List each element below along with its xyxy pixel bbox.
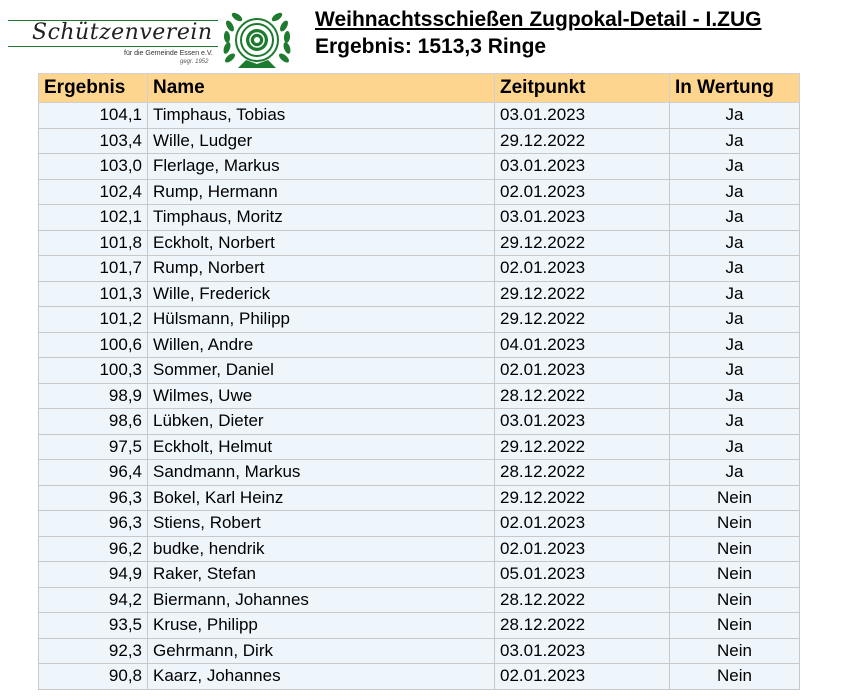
cell-name: Sandmann, Markus: [148, 460, 495, 486]
table-row: [39, 409, 800, 435]
cell-counted: Ja: [670, 332, 800, 358]
table-row: [39, 511, 800, 537]
cell-name: Biermann, Johannes: [148, 587, 495, 613]
table-row: [39, 434, 800, 460]
cell-counted: Nein: [670, 562, 800, 588]
cell-name: Wilmes, Uwe: [148, 383, 495, 409]
cell-result: 100,3: [39, 358, 148, 384]
cell-date: 29.12.2022: [495, 434, 670, 460]
cell-date: 29.12.2022: [495, 307, 670, 333]
cell-counted: Ja: [670, 434, 800, 460]
cell-result: 103,0: [39, 154, 148, 180]
cell-name: Timphaus, Tobias: [148, 103, 495, 129]
results-table: [38, 73, 800, 690]
cell-counted: Nein: [670, 536, 800, 562]
cell-result: 92,3: [39, 638, 148, 664]
table-row: [39, 383, 800, 409]
cell-name: Raker, Stefan: [148, 562, 495, 588]
cell-result: 90,8: [39, 664, 148, 690]
cell-result: 101,7: [39, 256, 148, 282]
cell-result: 101,3: [39, 281, 148, 307]
cell-date: 03.01.2023: [495, 205, 670, 231]
club-logo: [8, 6, 298, 70]
logo-rule-bottom: [8, 46, 218, 47]
table-row: [39, 307, 800, 333]
cell-name: Willen, Andre: [148, 332, 495, 358]
table-row: [39, 103, 800, 129]
target-wreath-icon: [220, 6, 294, 72]
column-header-zeitpunkt: Zeitpunkt: [495, 74, 670, 103]
cell-name: budke, hendrik: [148, 536, 495, 562]
cell-name: Flerlage, Markus: [148, 154, 495, 180]
table-row: [39, 358, 800, 384]
table-row: [39, 154, 800, 180]
cell-counted: Nein: [670, 485, 800, 511]
cell-counted: Nein: [670, 511, 800, 537]
table-row: [39, 332, 800, 358]
cell-counted: Ja: [670, 460, 800, 486]
cell-result: 103,4: [39, 128, 148, 154]
cell-date: 28.12.2022: [495, 383, 670, 409]
cell-name: Bokel, Karl Heinz: [148, 485, 495, 511]
table-row: [39, 205, 800, 231]
table-row: [39, 460, 800, 486]
table-header-row: [39, 74, 800, 103]
cell-name: Kruse, Philipp: [148, 613, 495, 639]
cell-counted: Ja: [670, 281, 800, 307]
table-row: [39, 562, 800, 588]
table-row: [39, 613, 800, 639]
logo-subtitle: für die Gemeinde Essen e.V.: [124, 50, 213, 57]
table-row: [39, 256, 800, 282]
cell-name: Rump, Norbert: [148, 256, 495, 282]
cell-date: 02.01.2023: [495, 536, 670, 562]
cell-counted: Ja: [670, 205, 800, 231]
cell-counted: Nein: [670, 587, 800, 613]
cell-date: 03.01.2023: [495, 638, 670, 664]
cell-name: Gehrmann, Dirk: [148, 638, 495, 664]
cell-date: 02.01.2023: [495, 511, 670, 537]
cell-date: 29.12.2022: [495, 281, 670, 307]
cell-counted: Ja: [670, 307, 800, 333]
cell-date: 02.01.2023: [495, 179, 670, 205]
cell-counted: Ja: [670, 103, 800, 129]
cell-counted: Ja: [670, 230, 800, 256]
cell-name: Timphaus, Moritz: [148, 205, 495, 231]
cell-counted: Ja: [670, 179, 800, 205]
cell-result: 101,2: [39, 307, 148, 333]
cell-date: 03.01.2023: [495, 154, 670, 180]
cell-date: 29.12.2022: [495, 128, 670, 154]
cell-counted: Ja: [670, 409, 800, 435]
column-header-name: Name: [148, 74, 495, 103]
cell-counted: Nein: [670, 664, 800, 690]
table-row: [39, 664, 800, 690]
cell-name: Hülsmann, Philipp: [148, 307, 495, 333]
cell-result: 100,6: [39, 332, 148, 358]
cell-date: 29.12.2022: [495, 485, 670, 511]
cell-name: Sommer, Daniel: [148, 358, 495, 384]
total-result: Ergebnis: 1513,3 Ringe: [315, 35, 547, 58]
cell-result: 98,9: [39, 383, 148, 409]
cell-result: 102,4: [39, 179, 148, 205]
cell-date: 28.12.2022: [495, 587, 670, 613]
table-row: [39, 485, 800, 511]
cell-date: 28.12.2022: [495, 460, 670, 486]
page-title: Weihnachtsschießen Zugpokal-Detail - I.ZUG: [315, 8, 762, 31]
cell-result: 96,3: [39, 485, 148, 511]
cell-result: 96,3: [39, 511, 148, 537]
cell-counted: Ja: [670, 383, 800, 409]
table-row: [39, 638, 800, 664]
table-row: [39, 281, 800, 307]
cell-result: 104,1: [39, 103, 148, 129]
cell-result: 93,5: [39, 613, 148, 639]
cell-result: 94,2: [39, 587, 148, 613]
cell-date: 29.12.2022: [495, 230, 670, 256]
logo-established: gegr. 1952: [180, 59, 209, 65]
cell-name: Wille, Frederick: [148, 281, 495, 307]
cell-result: 96,2: [39, 536, 148, 562]
cell-date: 04.01.2023: [495, 332, 670, 358]
cell-result: 101,8: [39, 230, 148, 256]
cell-date: 02.01.2023: [495, 664, 670, 690]
cell-date: 03.01.2023: [495, 103, 670, 129]
cell-result: 102,1: [39, 205, 148, 231]
cell-counted: Ja: [670, 154, 800, 180]
cell-name: Kaarz, Johannes: [148, 664, 495, 690]
cell-result: 94,9: [39, 562, 148, 588]
logo-club-name: Schützenverein: [32, 20, 213, 45]
column-header-ergebnis: Ergebnis: [39, 74, 148, 103]
cell-date: 05.01.2023: [495, 562, 670, 588]
cell-counted: Nein: [670, 613, 800, 639]
cell-result: 98,6: [39, 409, 148, 435]
cell-date: 03.01.2023: [495, 409, 670, 435]
cell-date: 28.12.2022: [495, 613, 670, 639]
cell-date: 02.01.2023: [495, 358, 670, 384]
cell-name: Eckholt, Helmut: [148, 434, 495, 460]
table-row: [39, 587, 800, 613]
cell-result: 96,4: [39, 460, 148, 486]
column-header-in-wertung: In Wertung: [670, 74, 800, 103]
table-row: [39, 536, 800, 562]
cell-counted: Ja: [670, 256, 800, 282]
cell-name: Stiens, Robert: [148, 511, 495, 537]
table-row: [39, 128, 800, 154]
cell-counted: Nein: [670, 638, 800, 664]
cell-date: 02.01.2023: [495, 256, 670, 282]
cell-counted: Ja: [670, 358, 800, 384]
cell-name: Lübken, Dieter: [148, 409, 495, 435]
table-row: [39, 230, 800, 256]
cell-result: 97,5: [39, 434, 148, 460]
table-row: [39, 179, 800, 205]
cell-name: Eckholt, Norbert: [148, 230, 495, 256]
cell-counted: Ja: [670, 128, 800, 154]
cell-name: Wille, Ludger: [148, 128, 495, 154]
cell-name: Rump, Hermann: [148, 179, 495, 205]
